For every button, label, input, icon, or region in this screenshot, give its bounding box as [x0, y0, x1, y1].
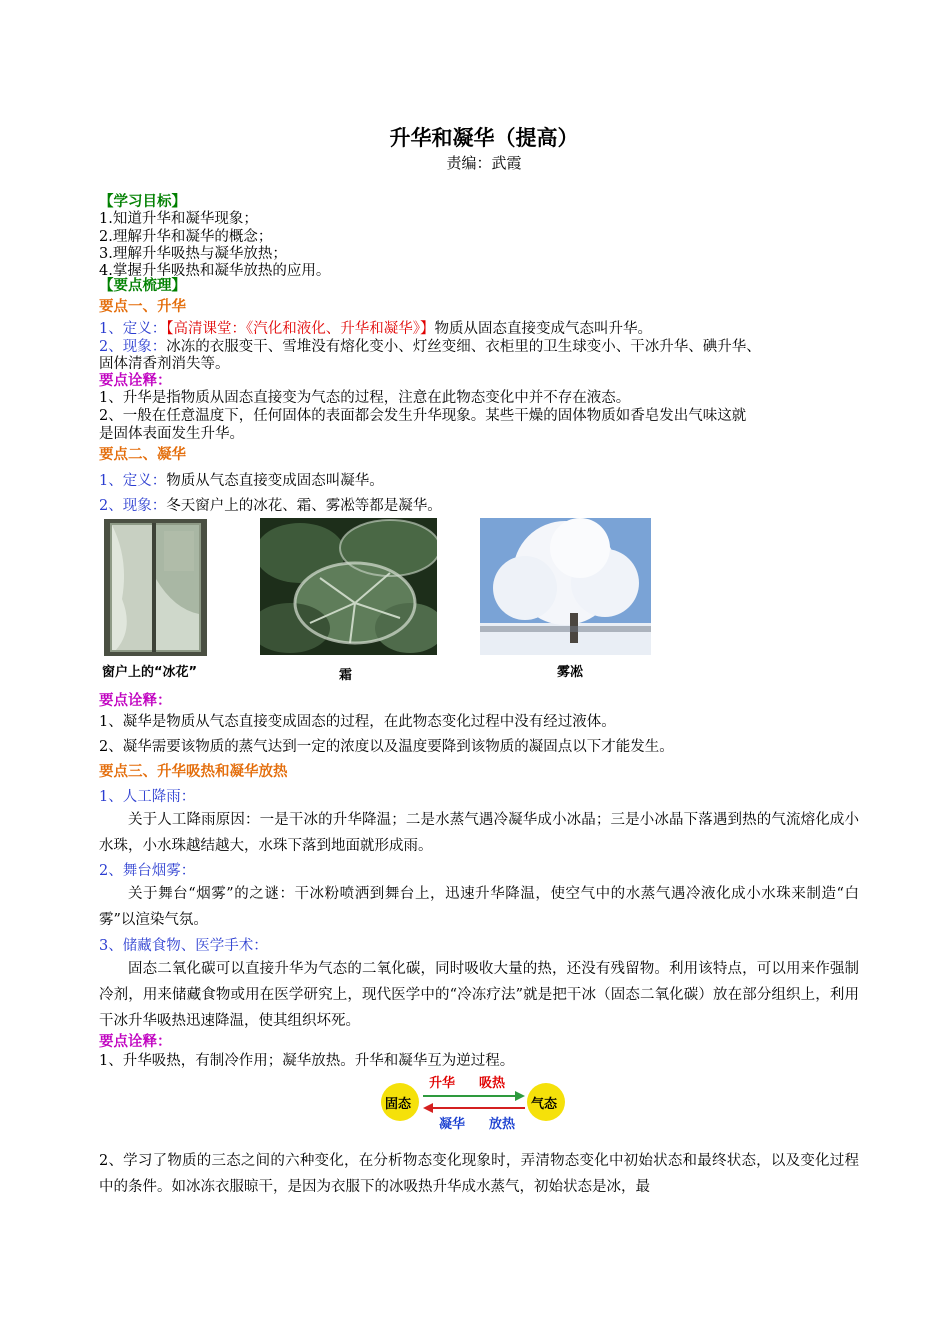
- note-item: 1、凝华是物质从气态直接变成固态的过程，在此物态变化过程中没有经过液体。: [99, 714, 616, 730]
- phen-text: 冬天窗户上的冰花、霜、雾凇等都是凝华。: [166, 498, 442, 514]
- goals-heading: 【学习目标】: [99, 194, 186, 210]
- forward-arrow-head: [515, 1091, 525, 1101]
- point2-heading: 要点二、凝华: [99, 447, 186, 463]
- note-item: 1、升华吸热，有制冷作用；凝华放热。升华和凝华互为逆过程。: [99, 1053, 515, 1069]
- note-heading: 要点诠释：: [99, 693, 172, 709]
- caption-window-frost: 窗户上的“冰花”: [102, 665, 198, 680]
- note-item: 2、凝华需要该物质的蒸气达到一定的浓度以及温度要降到该物质的凝固点以下才能发生。: [99, 739, 674, 755]
- lesson-link[interactable]: 【高清课堂：《汽化和液化、升华和凝华》】: [166, 321, 435, 337]
- rain-paragraph: 关于人工降雨原因：一是干冰的升华降温；二是水蒸气遇冷凝华成小冰晶；三是小冰晶下落遇到热的气流熔化成小水珠，小水珠越结越大，水珠下落到地面就形成雨。: [99, 812, 859, 854]
- page-title: 升华和凝华（提高）: [389, 126, 579, 150]
- caption-rime: 雾凇: [557, 665, 584, 680]
- stage-label: 2、舞台烟雾：: [99, 863, 196, 879]
- author-line: 责编：武霞: [446, 154, 522, 172]
- stage-paragraph: 关于舞台“烟雾”的之谜：干冰粉喷洒到舞台上，迅速升华降温，使空气中的水蒸气遇冷液化成小水珠来制造“白雾”以渲染气氛。: [99, 886, 859, 928]
- window-frost-photo: [104, 519, 207, 656]
- goal-item: 2.理解升华和凝华的概念；: [99, 229, 273, 245]
- def-label: 1、定义：: [99, 473, 167, 489]
- point1-heading: 要点一、升华: [99, 299, 186, 315]
- phen-text: 冰冻的衣服变干、雪堆没有熔化变小、灯丝变细、衣柜里的卫生球变小、干冰升华、碘升华、: [166, 339, 761, 355]
- phase-change-diagram: [379, 1072, 569, 1132]
- deposition-label: 凝华: [439, 1117, 466, 1132]
- note-item: 1、升华是指物质从固态直接变为气态的过程，注意在此物态变化中并不存在液态。: [99, 390, 631, 406]
- note-item: 是固体表面发生升华。: [99, 426, 244, 442]
- store-label: 3、储藏食物、医学手术：: [99, 938, 268, 954]
- absorb-heat-label: 吸热: [479, 1076, 506, 1091]
- phen-label: 2、现象：: [99, 339, 167, 355]
- goal-item: 4.掌握升华吸热和凝华放热的应用。: [99, 263, 331, 279]
- sublimation-label: 升华: [429, 1076, 456, 1091]
- point1-phenomena-cont: 固体清香剂消失等。: [99, 356, 230, 372]
- note-heading: 要点诠释：: [99, 373, 172, 389]
- note-item: 2、一般在任意温度下，任何固体的表面都会发生升华现象。某些干燥的固体物质如香皂发出气味这就: [99, 408, 747, 424]
- phen-label: 2、现象：: [99, 498, 167, 514]
- point3-heading: 要点三、升华吸热和凝华放热: [99, 764, 288, 780]
- rain-label: 1、人工降雨：: [99, 789, 196, 805]
- point1-definition: [99, 320, 652, 338]
- release-heat-label: 放热: [489, 1117, 516, 1132]
- point1-phenomena: [99, 338, 761, 356]
- reverse-arrow-head: [423, 1103, 433, 1113]
- def-text: 物质从固态直接变成气态叫升华。: [434, 321, 652, 337]
- rime-tree-photo: [480, 518, 651, 655]
- def-label: 1、定义：: [99, 321, 167, 337]
- goal-item: 1.知道升华和凝华现象；: [99, 211, 258, 227]
- note-item: 2、学习了物质的三态之间的六种变化，在分析物态变化现象时，弄清物态变化中初始状态和最终状态，以及变化过程中的条件。如冰冻衣服晾干，是因为衣服下的冰吸热升华成水蒸气，初始状态是冰，最: [99, 1153, 859, 1195]
- solid-label: 固态: [385, 1097, 412, 1112]
- goal-item: 3.理解升华吸热与凝华放热；: [99, 246, 287, 262]
- note-heading: 要点诠释：: [99, 1034, 172, 1050]
- frost-leaves-photo: [260, 518, 437, 655]
- def-text: 物质从气态直接变成固态叫凝华。: [166, 473, 384, 489]
- gas-label: 气态: [531, 1097, 558, 1112]
- point2-phenomena: [99, 497, 442, 515]
- caption-frost: 霜: [339, 668, 353, 683]
- point2-definition: [99, 472, 384, 490]
- store-paragraph: 固态二氧化碳可以直接升华为气态的二氧化碳，同时吸收大量的热，还没有残留物。利用该特点，可以用来作强制冷剂，用来储藏食物或用在医学研究上，现代医学中的“冷冻疗法”就是把干冰（固态二氧化碳）放在部分组织上，利用干冰升华吸热迅速降温，使其组织坏死。: [99, 961, 859, 1029]
- review-heading: 【要点梳理】: [99, 278, 186, 294]
